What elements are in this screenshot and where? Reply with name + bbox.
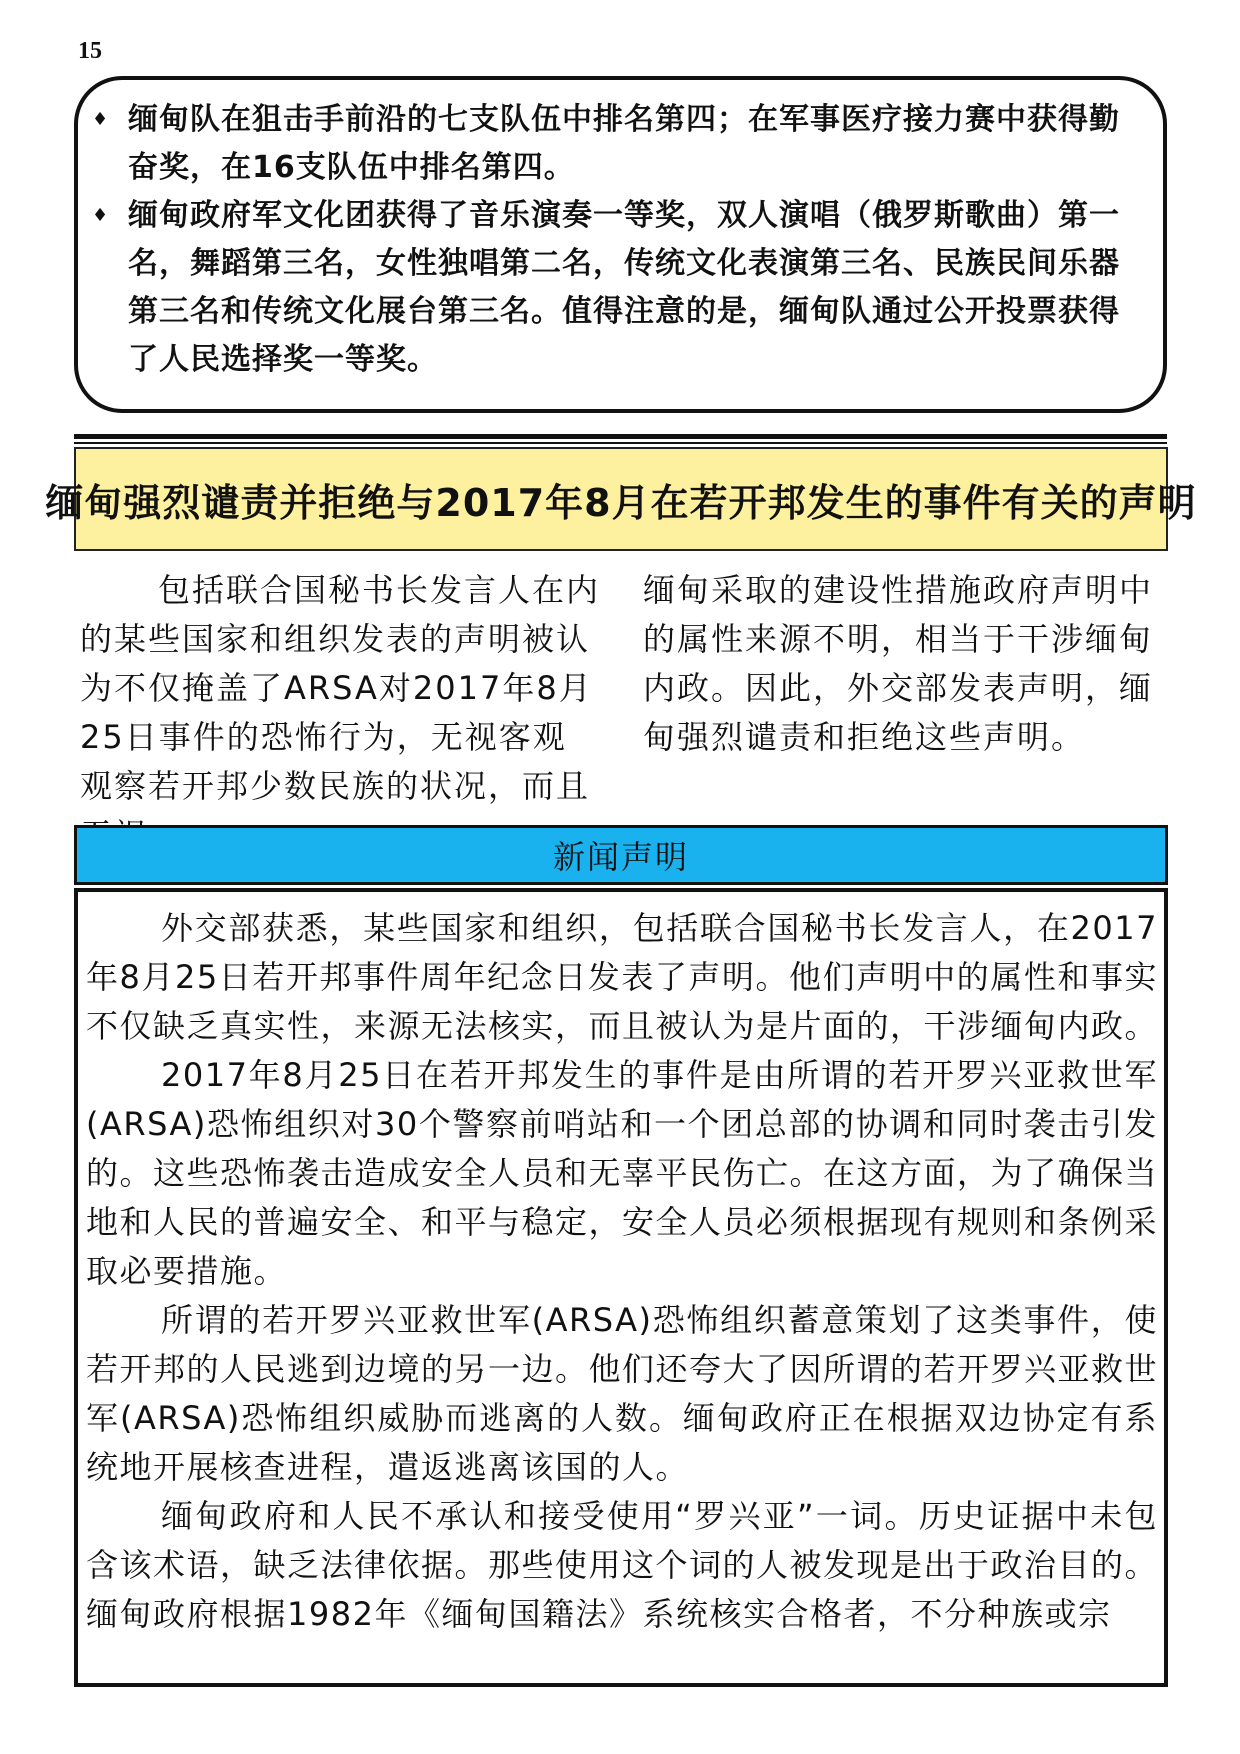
press-paragraph: 所谓的若开罗兴亚救世军(ARSA)恐怖组织蓄意策划了这类事件，使若开邦的人民逃到边境的另一边。他们还夸大了因所谓的若开罗兴亚救世军(ARSA)恐怖组织威胁而逃离的人数。缅甸政府正在根据双边协定有系统地开展核查进程，遣返逃离该国的人。 xyxy=(86,1301,1159,1486)
award-item-text: 缅甸政府军文化团获得了音乐演奏一等奖，双人演唱（俄罗斯歌曲）第一名，舞蹈第三名，女性独唱第二名，传统文化表演第三名、民族民间乐器第三名和传统文化展台第三名。值得注意的是，缅甸队通过公开投票获得了人民选择奖一等奖。 xyxy=(128,198,1120,377)
award-item-text: 缅甸队在狙击手前沿的七支队伍中排名第四；在军事医疗接力赛中获得勤奋奖，在16支队伍中排名第四。 xyxy=(128,102,1120,185)
press-paragraph: 2017年8月25日在若开邦发生的事件是由所谓的若开罗兴亚救世军(ARSA)恐怖组织对30个警察前哨站和一个团总部的协调和同时袭击引发的。这些恐怖袭击造成安全人员和无辜平民伤亡。在这方面，为了确保当地和人民的普遍安全、和平与稳定，安全人员必须根据现有规则和条例采取必要措施。 xyxy=(86,1056,1159,1290)
press-release-body xyxy=(74,888,1168,1687)
article-right-column: 缅甸采取的建设性措施政府声明中的属性来源不明，相当于干涉缅甸内政。因此，外交部发表声明，缅甸强烈谴责和拒绝这些声明。 xyxy=(643,571,1154,756)
headline-banner xyxy=(45,447,1197,551)
page-number: 15 xyxy=(78,38,102,64)
section-divider xyxy=(74,434,1167,439)
press-paragraph: 外交部获悉，某些国家和组织，包括联合国秘书长发言人，在2017年8月25日若开邦事件周年纪念日发表了声明。他们声明中的属性和事实不仅缺乏真实性，来源无法核实，而且被认为是片面的，干涉缅甸内政。 xyxy=(86,909,1159,1045)
award-item xyxy=(92,192,1144,384)
headline: 缅甸强烈谴责并拒绝与2017年8月在若开邦发生的事件有关的声明 xyxy=(45,480,1197,525)
press-paragraph: 缅甸政府和人民不承认和接受使用“罗兴亚”一词。历史证据中未包含该术语，缺乏法律依据。那些使用这个词的人被发现是出于政治目的。缅甸政府根据1982年《缅甸国籍法》系统核实合格者，不分种族或宗 xyxy=(86,1497,1159,1633)
bullet-diamond-icon: ♦ xyxy=(92,109,110,130)
press-release-header xyxy=(74,825,1168,885)
press-release-title: 新闻声明 xyxy=(552,838,689,876)
section-divider-thin xyxy=(74,442,1167,444)
awards-box xyxy=(74,76,1167,413)
bullet-diamond-icon: ♦ xyxy=(92,205,110,226)
article-left-column: 包括联合国秘书长发言人在内的某些国家和组织发表的声明被认为不仅掩盖了ARSA对2017年8月25日事件的恐怖行为，无视客观观察若开邦少数民族的状况，而且 xyxy=(80,571,601,805)
award-item xyxy=(92,96,1144,192)
